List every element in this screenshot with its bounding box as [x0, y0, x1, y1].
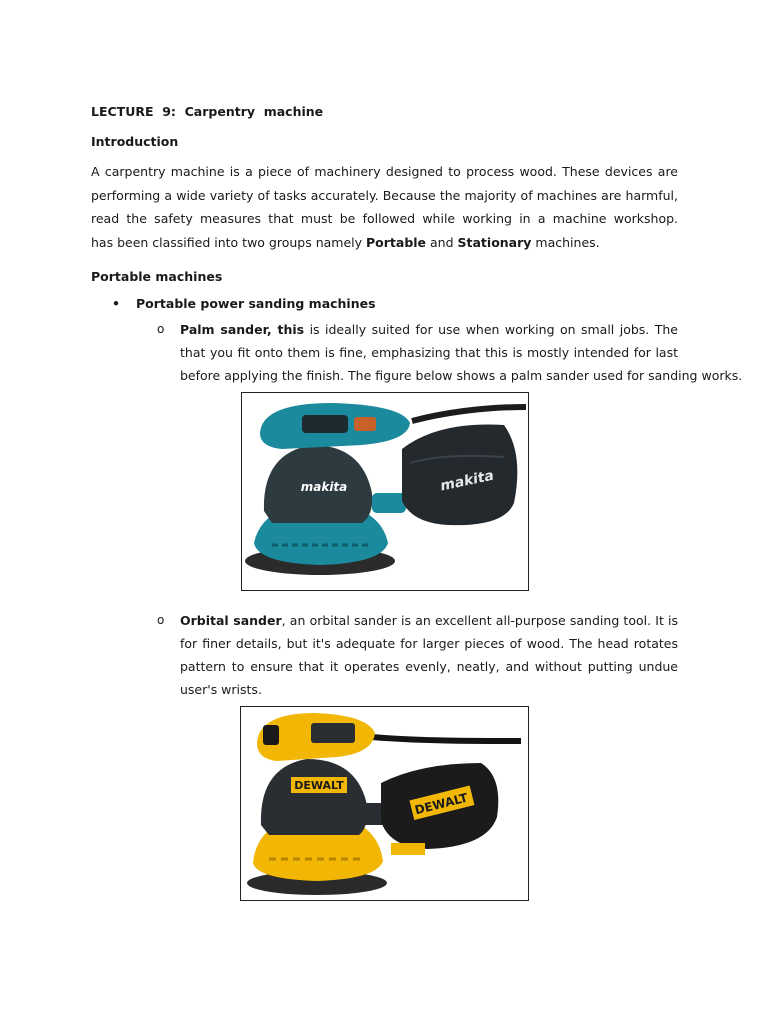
palm-sander-text: [180, 318, 743, 387]
orbital-sander-term: Orbital sander: [180, 613, 282, 628]
portable-machines-heading: Portable machines: [91, 269, 223, 284]
page-title: LECTURE 9: Carpentry machine: [91, 104, 324, 119]
intro-line-4-mid: and: [426, 234, 458, 250]
orbital-line-1: [180, 609, 678, 632]
bag-brand-label: makita: [438, 467, 496, 495]
palm-sander-term: Palm sander, this: [180, 322, 305, 337]
orbital-line-3: pattern to ensure that it operates evenly, neatly, and without putting undue: [180, 659, 678, 674]
bag-brand-label: DEWALT: [413, 790, 470, 818]
body-brand-label: makita: [300, 480, 348, 494]
intro-line-1: A carpentry machine is a piece of machinery designed to process wood. These devices are: [91, 164, 678, 179]
intro-line-3: read the safety measures that must be followed while working in a machine workshop.: [91, 211, 678, 226]
palm-line-1: [180, 318, 678, 341]
bag-clip: [391, 843, 425, 855]
makita-sander-image: [242, 393, 528, 590]
introduction-paragraph: [91, 160, 678, 254]
intro-line-4: [91, 231, 678, 255]
bullet-label: Portable power sanding machines: [136, 296, 376, 311]
introduction-heading: Introduction: [91, 134, 179, 149]
power-cord: [412, 407, 526, 421]
orbital-sander-figure: [240, 706, 529, 901]
power-switch-icon: [263, 725, 279, 745]
sub-bullet-marker: o: [157, 322, 165, 336]
power-switch-icon: [354, 417, 376, 431]
palm-line-1-rest: is ideally suited for use when working on small jobs. The: [309, 322, 678, 337]
stationary-term: Stationary: [457, 234, 532, 250]
orbital-sander-text: [180, 609, 678, 701]
body-brand-label: DEWALT: [294, 779, 344, 792]
sub-bullet-marker: o: [157, 613, 165, 627]
sander-body: [261, 759, 367, 835]
orbital-line-4: user's wrists.: [180, 682, 262, 697]
palm-line-3: before applying the finish. The figure below shows a palm sander used for sanding works.: [180, 368, 743, 383]
orbital-line-2: for finer details, but it's adequate for larger pieces of wood. The head rotates: [180, 636, 678, 651]
handle-grip-vents: [311, 723, 355, 743]
power-cord: [371, 737, 521, 741]
intro-line-4-pre: has been classified into two groups namely: [91, 234, 366, 250]
handle-grip-vents: [302, 415, 348, 433]
bullet-marker: •: [112, 296, 120, 311]
portable-term: Portable: [366, 234, 427, 250]
dust-port: [372, 493, 406, 513]
orbital-line-1-rest: , an orbital sander is an excellent all-purpose sanding tool. It is: [281, 613, 678, 628]
palm-line-2: that you fit onto them is fine, emphasizing that this is mostly intended for last: [180, 345, 678, 360]
palm-sander-figure: [241, 392, 529, 591]
dewalt-sander-image: [241, 707, 528, 900]
intro-line-4-post: machines.: [531, 234, 600, 250]
intro-line-2: performing a wide variety of tasks accurately. Because the majority of machines are harmful,: [91, 187, 678, 203]
